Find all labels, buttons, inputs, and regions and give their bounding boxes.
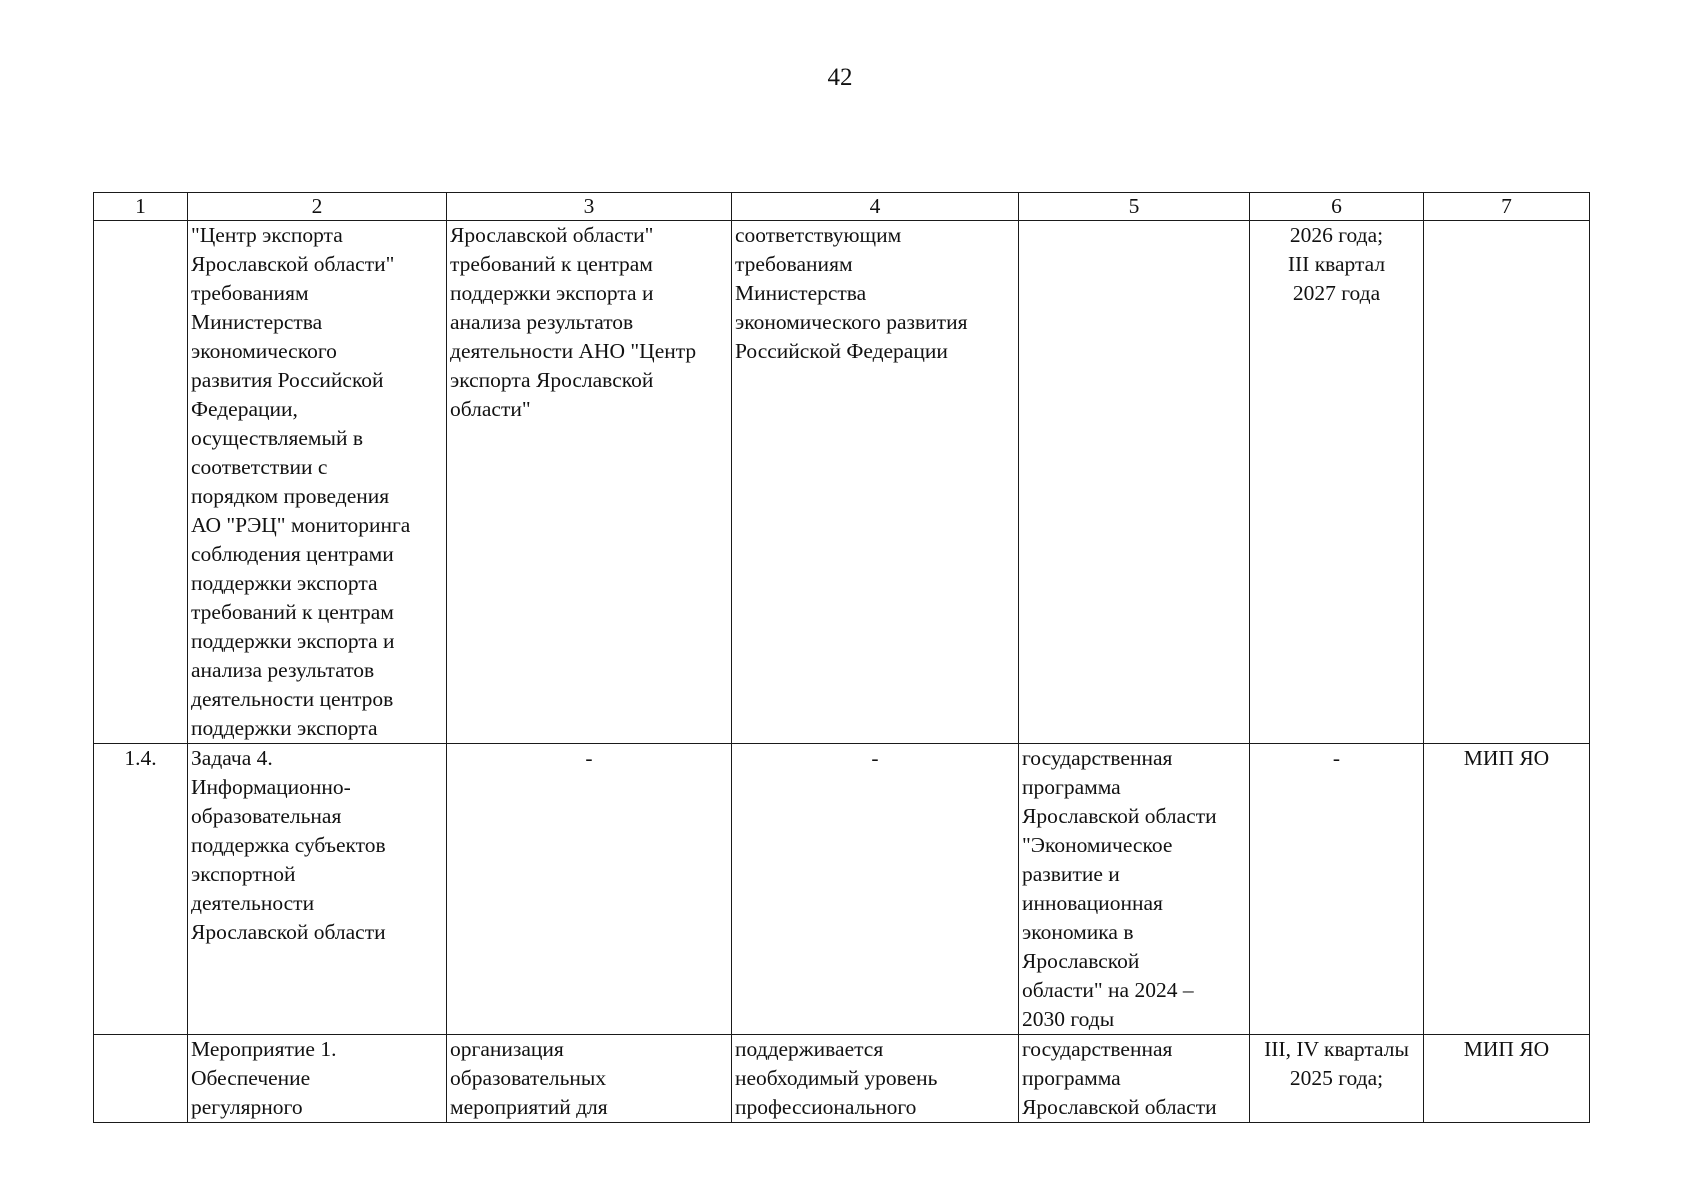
column-header-6: 6	[1250, 193, 1424, 221]
column-header-3: 3	[447, 193, 732, 221]
column-header-7: 7	[1424, 193, 1590, 221]
cell-name: Задача 4. Информационно- образовательная поддержка субъектов экспортной деятельности Ярославской области	[188, 744, 447, 1035]
cell-number	[94, 1035, 188, 1123]
cell-description: организация образовательных мероприятий для	[447, 1035, 732, 1123]
cell-source: государственная программа Ярославской области	[1019, 1035, 1250, 1123]
cell-name: "Центр экспорта Ярославской области" требованиям Министерства экономического развития Российской Федерации, осуществляемый в соответствии с порядком проведения АО "РЭЦ" мониторинга соблюдения центрами поддержки экспорта требований к центрам поддержки экспорта и анализа результатов деятельности центров поддержки экспорта	[188, 221, 447, 744]
cell-result: соответствующим требованиям Министерства экономического развития Российской Федерации	[732, 221, 1019, 744]
column-header-4: 4	[732, 193, 1019, 221]
cell-source: государственная программа Ярославской области "Экономическое развитие и инновационная экономика в Ярославской области" на 2024 – 2030 годы	[1019, 744, 1250, 1035]
measures-table	[93, 192, 1590, 1123]
cell-responsible	[1424, 221, 1590, 744]
page-number: 42	[827, 64, 853, 91]
cell-description: Ярославской области" требований к центрам поддержки экспорта и анализа результатов деятельности АНО "Центр экспорта Ярославской области"	[447, 221, 732, 744]
table-row	[94, 1035, 1590, 1123]
column-header-5: 5	[1019, 193, 1250, 221]
cell-period: III, IV кварталы 2025 года;	[1250, 1035, 1424, 1123]
cell-result: -	[732, 744, 1019, 1035]
table-row	[94, 744, 1590, 1035]
cell-number	[94, 221, 188, 744]
table-row	[94, 221, 1590, 744]
cell-responsible: МИП ЯО	[1424, 744, 1590, 1035]
cell-number: 1.4.	[94, 744, 188, 1035]
cell-source	[1019, 221, 1250, 744]
column-header-2: 2	[188, 193, 447, 221]
cell-period: 2026 года; III квартал 2027 года	[1250, 221, 1424, 744]
cell-responsible: МИП ЯО	[1424, 1035, 1590, 1123]
table-header-row	[94, 193, 1590, 221]
cell-description: -	[447, 744, 732, 1035]
column-header-1: 1	[94, 193, 188, 221]
cell-result: поддерживается необходимый уровень профессионального	[732, 1035, 1019, 1123]
cell-period: -	[1250, 744, 1424, 1035]
cell-name: Мероприятие 1. Обеспечение регулярного	[188, 1035, 447, 1123]
